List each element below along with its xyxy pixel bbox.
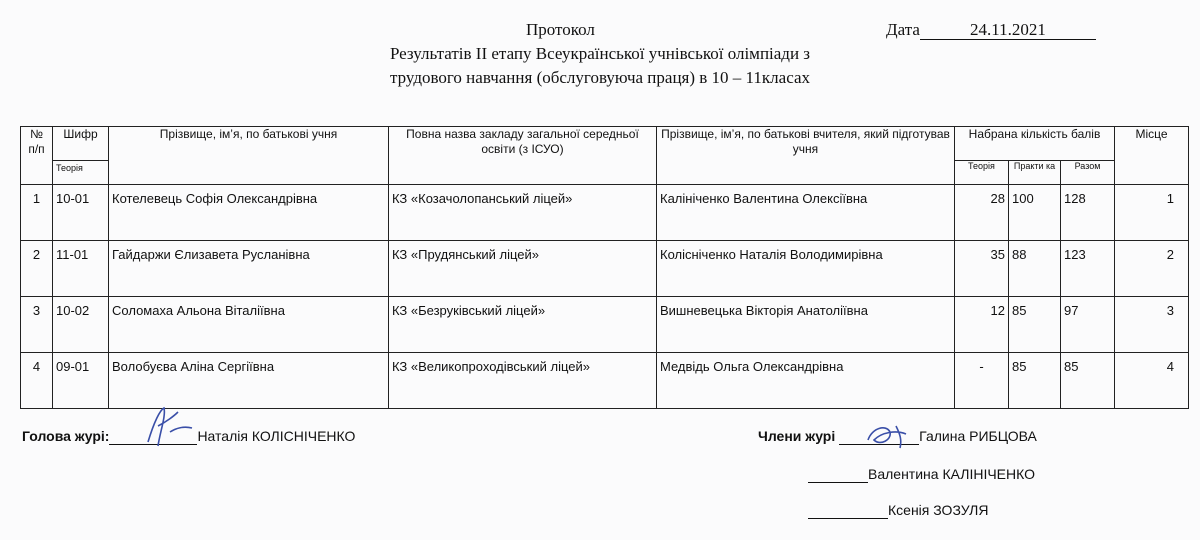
table-row <box>21 297 1189 353</box>
row-school: КЗ «Великопроходівський ліцей» <box>389 353 657 409</box>
col-num-header: № п/п <box>21 127 53 185</box>
row-teacher: Медвідь Ольга Олександрівна <box>657 353 955 409</box>
row-place: 2 <box>1115 241 1189 297</box>
row-total: 128 <box>1061 185 1115 241</box>
col-practice-header: Практи ка <box>1009 161 1061 185</box>
row-student: Волобуєва Аліна Сергіївна <box>109 353 389 409</box>
row-school: КЗ «Прудянський ліцей» <box>389 241 657 297</box>
row-student: Гайдаржи Єлизавета Русланівна <box>109 241 389 297</box>
row-theory: 12 <box>955 297 1009 353</box>
member3-row <box>808 502 988 519</box>
row-theory: - <box>955 353 1009 409</box>
date-label: Дата <box>886 20 920 39</box>
col-theory-header: Теорія <box>955 161 1009 185</box>
head-label: Голова журі: <box>22 428 110 444</box>
table-row <box>21 353 1189 409</box>
col-place-header: Місце <box>1115 127 1189 185</box>
row-theory: 28 <box>955 185 1009 241</box>
col-code-header: Шифр <box>53 127 109 161</box>
row-practice: 88 <box>1009 241 1061 297</box>
member3-signature-line <box>808 502 888 519</box>
member3-name: Ксенія ЗОЗУЛЯ <box>888 502 989 518</box>
row-teacher: Вишневецька Вікторія Анатоліївна <box>657 297 955 353</box>
row-teacher: Колісніченко Наталія Володимирівна <box>657 241 955 297</box>
col-student-header: Прізвище, ім’я, по батькові учня <box>109 127 389 185</box>
col-total-header: Разом <box>1061 161 1115 185</box>
date-field <box>886 20 1096 40</box>
row-practice: 85 <box>1009 297 1061 353</box>
members-label: Члени журі <box>758 428 836 444</box>
row-school: КЗ «Безруківський ліцей» <box>389 297 657 353</box>
head-name: Наталія КОЛІСНІЧЕНКО <box>197 428 356 444</box>
table-row <box>21 241 1189 297</box>
row-theory: 35 <box>955 241 1009 297</box>
row-place: 1 <box>1115 185 1189 241</box>
row-student: Котелевець Софія Олександрівна <box>109 185 389 241</box>
row-total: 97 <box>1061 297 1115 353</box>
row-place: 4 <box>1115 353 1189 409</box>
col-code-sub-theory: Теорія <box>53 161 109 185</box>
row-code: 11-01 <box>53 241 109 297</box>
col-school-header: Повна назва закладу загальної середньої освіти (з ІСУО) <box>389 127 657 185</box>
row-place: 3 <box>1115 297 1189 353</box>
row-teacher: Калініченко Валентина Олексіївна <box>657 185 955 241</box>
row-practice: 85 <box>1009 353 1061 409</box>
member1-signature-icon <box>862 418 922 452</box>
row-total: 123 <box>1061 241 1115 297</box>
row-code: 10-02 <box>53 297 109 353</box>
row-school: КЗ «Козачолопанський ліцей» <box>389 185 657 241</box>
member2-row <box>808 466 1035 483</box>
row-num: 1 <box>21 185 53 241</box>
date-value: 24.11.2021 <box>920 21 1096 40</box>
row-num: 4 <box>21 353 53 409</box>
row-num: 2 <box>21 241 53 297</box>
member2-signature-line <box>808 466 868 483</box>
protocol-subtitle-line2: трудового навчання (обслуговуюча праця) в 10 – 11класах <box>389 68 811 87</box>
head-signature-icon <box>140 402 200 452</box>
row-num: 3 <box>21 297 53 353</box>
row-code: 09-01 <box>53 353 109 409</box>
table-row <box>21 185 1189 241</box>
row-total: 85 <box>1061 353 1115 409</box>
row-code: 10-01 <box>53 185 109 241</box>
row-student: Соломаха Альона Віталіївна <box>109 297 389 353</box>
results-table <box>20 126 1189 409</box>
member2-name: Валентина КАЛІНІЧЕНКО <box>868 466 1035 482</box>
member1-name: Галина РИБЦОВА <box>919 428 1037 444</box>
col-score-header: Набрана кількість балів <box>955 127 1115 161</box>
row-practice: 100 <box>1009 185 1061 241</box>
protocol-title: Протокол <box>526 20 595 39</box>
protocol-subtitle-line1: Результатів ІІ етапу Всеукраїнської учнівської олімпіади з <box>389 44 811 63</box>
col-teacher-header: Прізвище, ім’я, по батькові вчителя, який підготував учня <box>657 127 955 185</box>
